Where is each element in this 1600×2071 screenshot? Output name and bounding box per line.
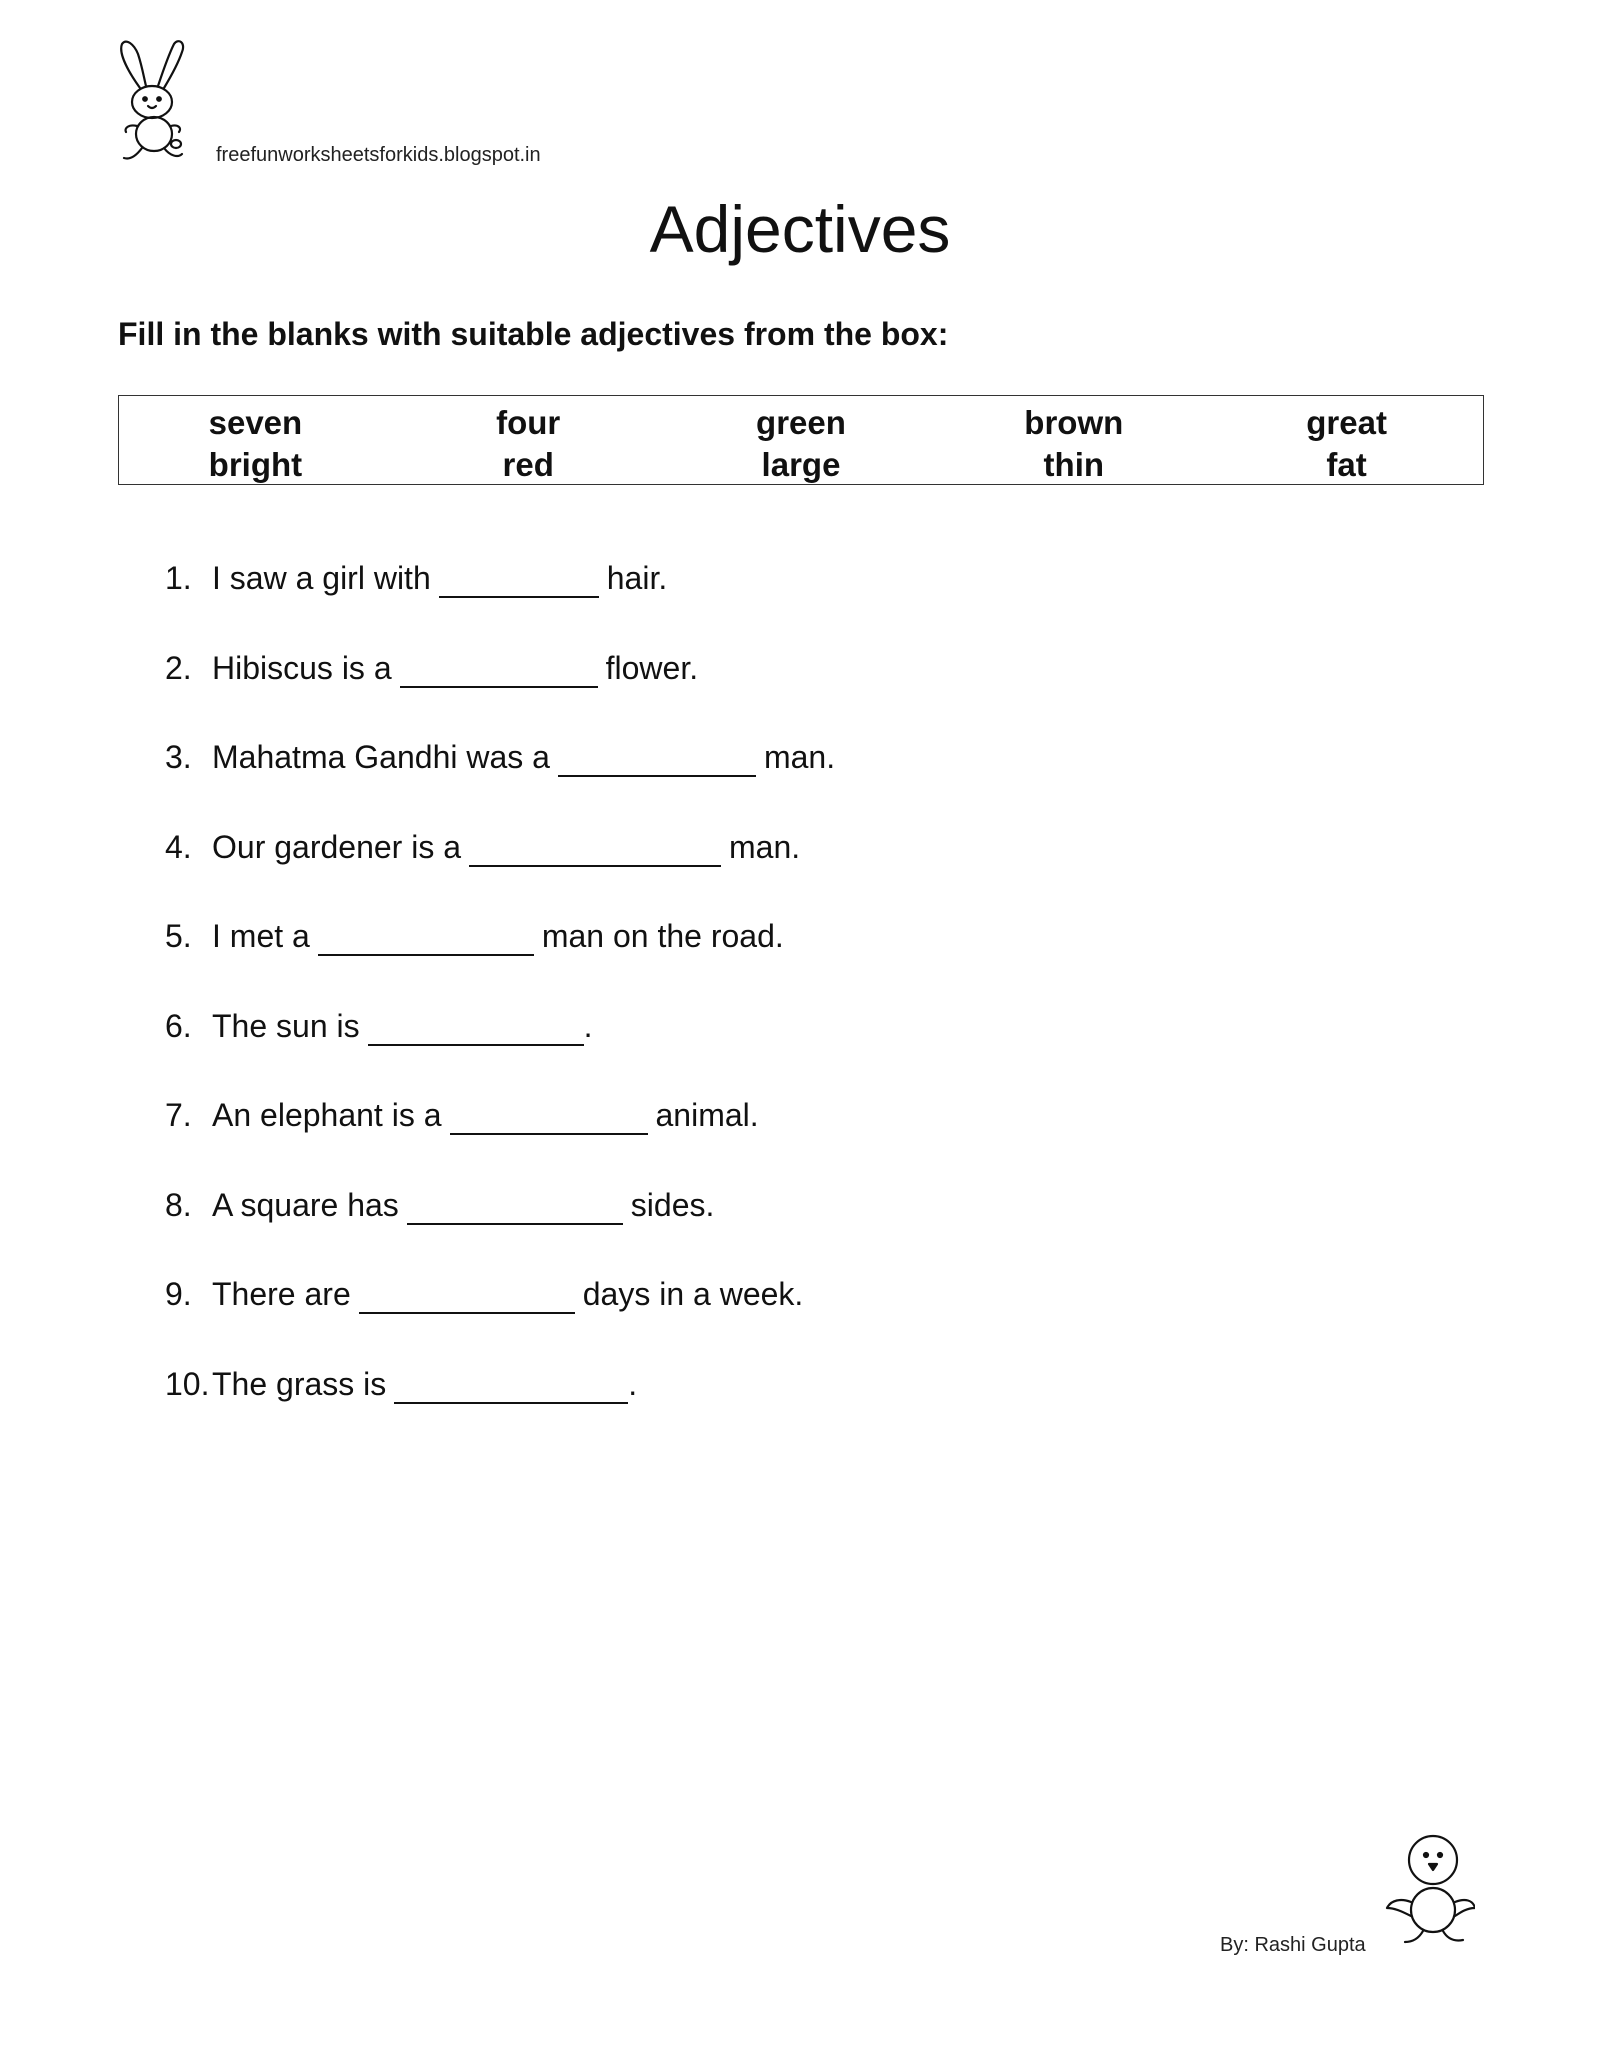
question-number: 5. bbox=[165, 918, 192, 954]
question-text-after: sides. bbox=[630, 1186, 715, 1223]
bunny-icon bbox=[112, 36, 212, 168]
question-item bbox=[165, 1187, 835, 1277]
question-number: 2. bbox=[165, 649, 192, 686]
question-text-after: man on the road. bbox=[541, 918, 784, 954]
answer-blank[interactable] bbox=[394, 1366, 628, 1404]
question-text-after: . bbox=[583, 1007, 593, 1044]
question-text-before: I met a bbox=[212, 918, 310, 954]
question-number: 1. bbox=[165, 560, 192, 596]
site-url: freefunworksheetsforkids.blogspot.in bbox=[216, 144, 541, 166]
question-list bbox=[165, 560, 835, 1455]
question-item bbox=[165, 739, 835, 829]
answer-blank[interactable] bbox=[439, 560, 599, 598]
word-box-word: bright bbox=[208, 446, 303, 483]
chick-icon bbox=[1383, 1830, 1475, 1946]
question-text-before: An elephant is a bbox=[212, 1097, 442, 1133]
question-text-before: Our gardener is a bbox=[212, 828, 462, 865]
author-credit: By: Rashi Gupta bbox=[1220, 1934, 1366, 1956]
word-box-word: great bbox=[1306, 404, 1387, 441]
answer-blank[interactable] bbox=[400, 650, 598, 688]
word-box-word: red bbox=[502, 446, 554, 483]
question-item bbox=[165, 1276, 835, 1366]
word-box-word: fat bbox=[1326, 446, 1367, 483]
word-box bbox=[118, 395, 1484, 485]
question-item bbox=[165, 1366, 835, 1456]
question-text-before: A square has bbox=[212, 1186, 399, 1223]
question-text-after: days in a week. bbox=[582, 1276, 804, 1312]
question-text-after: flower. bbox=[605, 649, 699, 686]
answer-blank[interactable] bbox=[318, 918, 534, 956]
word-box-word: large bbox=[761, 446, 841, 483]
question-text-after: . bbox=[628, 1365, 638, 1402]
word-box-word: brown bbox=[1024, 404, 1124, 441]
question-text-before: Mahatma Gandhi was a bbox=[212, 739, 550, 775]
question-text-after: man. bbox=[763, 739, 836, 775]
question-number: 3. bbox=[165, 739, 192, 775]
question-text-before: The sun is bbox=[212, 1007, 360, 1044]
answer-blank[interactable] bbox=[469, 829, 721, 867]
question-number: 10. bbox=[165, 1365, 210, 1402]
question-item bbox=[165, 1097, 835, 1187]
question-item bbox=[165, 829, 835, 919]
question-number: 9. bbox=[165, 1276, 192, 1312]
page-title: Adjectives bbox=[649, 192, 951, 266]
word-box-word: thin bbox=[1043, 446, 1105, 483]
word-box-word: four bbox=[496, 404, 561, 441]
word-box-word: seven bbox=[208, 404, 303, 441]
question-item bbox=[165, 650, 835, 740]
question-text-before: I saw a girl with bbox=[212, 560, 431, 596]
question-text-before: Hibiscus is a bbox=[212, 649, 392, 686]
question-text-after: animal. bbox=[655, 1097, 759, 1133]
word-box-word: green bbox=[756, 404, 846, 441]
answer-blank[interactable] bbox=[450, 1097, 648, 1135]
answer-blank[interactable] bbox=[368, 1008, 584, 1046]
answer-blank[interactable] bbox=[558, 739, 756, 777]
question-number: 6. bbox=[165, 1007, 192, 1044]
question-item bbox=[165, 918, 835, 1008]
answer-blank[interactable] bbox=[407, 1187, 623, 1225]
answer-blank[interactable] bbox=[359, 1276, 575, 1314]
question-number: 8. bbox=[165, 1186, 192, 1223]
question-text-after: man. bbox=[729, 828, 801, 865]
question-text-before: The grass is bbox=[212, 1365, 387, 1402]
question-item bbox=[165, 1008, 835, 1098]
instruction-text: Fill in the blanks with suitable adjectives from the box: bbox=[118, 316, 949, 352]
question-number: 4. bbox=[165, 828, 192, 865]
question-number: 7. bbox=[165, 1097, 192, 1133]
question-item bbox=[165, 560, 835, 650]
question-text-after: hair. bbox=[606, 560, 668, 596]
question-text-before: There are bbox=[212, 1276, 351, 1312]
